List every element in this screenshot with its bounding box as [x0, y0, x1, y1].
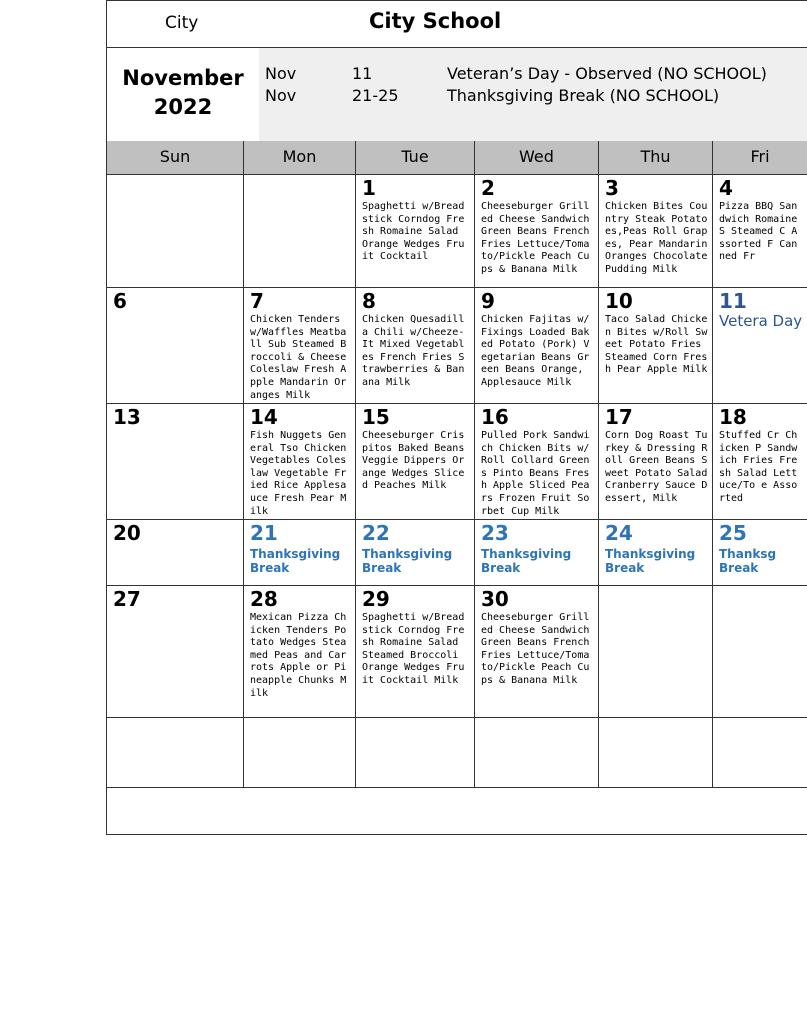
day-number: 29	[362, 587, 390, 611]
day-cell	[598, 718, 712, 788]
note-event: Thanksgiving Break (NO SCHOOL)	[447, 86, 720, 105]
day-number: 11	[719, 289, 747, 313]
note-month: Nov	[265, 86, 297, 105]
day-number: 9	[481, 289, 495, 313]
day-cell	[474, 718, 598, 788]
day-cell	[355, 718, 474, 788]
day-cell	[243, 586, 355, 718]
weekday-header-row	[107, 141, 807, 175]
day-number: 17	[605, 405, 633, 429]
day-cell	[712, 586, 807, 718]
day-number: 16	[481, 405, 509, 429]
day-number: 23	[481, 521, 509, 545]
day-cell	[598, 288, 712, 404]
menu-text: Chicken Bites Country Steak Potatoes,Peas Roll Grapes, Pear Mandarin Oranges Chocolate Pudding Milk	[605, 201, 708, 275]
day-cell	[355, 175, 474, 288]
school-name: City School	[369, 9, 502, 33]
menu-text: Mexican Pizza Chicken Tenders Potato Wedges Steamed Peas and Carrots Apple or Pineapple Chunks Milk	[250, 612, 347, 699]
menu-text: Cheeseburger Crispitos Baked Beans Veggie Dippers Orange Wedges Sliced Peaches Milk	[362, 430, 465, 492]
day-number: 21	[250, 521, 278, 545]
day-number: 4	[719, 176, 733, 200]
day-number: 28	[250, 587, 278, 611]
month-name: November	[122, 66, 244, 90]
note-days: 11	[352, 64, 373, 83]
day-cell	[355, 288, 474, 404]
day-cell	[107, 404, 243, 520]
note-days: 21-25	[352, 86, 399, 105]
day-number: 7	[250, 289, 264, 313]
day-cell	[107, 718, 243, 788]
break-label: Thanksg Break	[719, 547, 777, 575]
day-cell	[243, 718, 355, 788]
menu-text: Chicken Tenders w/Waffles Meatball Sub Steamed Broccoli & Cheese Coleslaw Fresh Apple Mandarin Oranges Milk	[250, 314, 347, 401]
day-cell	[598, 520, 712, 586]
day-cell	[243, 288, 355, 404]
day-number: 3	[605, 176, 619, 200]
weekday-header: Mon	[243, 141, 355, 174]
day-cell	[712, 175, 807, 288]
break-label: Thanksgiving Break	[362, 547, 453, 575]
menu-text: Stuffed Cr Chicken P Sandwich Fries Fresh Salad Lettuce/To e Assorted	[719, 430, 798, 504]
day-cell	[598, 586, 712, 718]
city-label: City	[165, 13, 199, 33]
month-title	[107, 64, 259, 122]
menu-text: Cheeseburger Grilled Cheese Sandwich Green Beans French Fries Lettuce/Tomato/Pickle Peach Cups & Banana Milk	[481, 201, 590, 275]
menu-text: Pulled Pork Sandwich Chicken Bits w/Roll Collard Greens Pinto Beans Fresh Apple Sliced Pears Frozen Fruit Sorbet Cup Milk	[481, 430, 590, 517]
day-number: 18	[719, 405, 747, 429]
menu-text: Chicken Fajitas w/Fixings Loaded Baked Potato (Pork) Vegetarian Beans Green Beans Orange, Applesauce Milk	[481, 314, 590, 388]
break-label: Thanksgiving Break	[250, 547, 341, 575]
day-number: 13	[113, 405, 141, 429]
month-banner	[107, 48, 807, 142]
menu-text: Corn Dog Roast Turkey & Dressing Roll Green Beans Sweet Potato Salad Cranberry Sauce Dessert, Milk	[605, 430, 708, 504]
day-number: 20	[113, 521, 141, 545]
day-cell	[355, 520, 474, 586]
break-label: Thanksgiving Break	[481, 547, 572, 575]
day-number: 27	[113, 587, 141, 611]
day-cell	[712, 288, 807, 404]
day-cell	[598, 175, 712, 288]
day-cell	[712, 404, 807, 520]
menu-text: Spaghetti w/Breadstick Corndog Fresh Romaine Salad Steamed Broccoli Orange Wedges Fruit Cocktail Milk	[362, 612, 465, 686]
note-event: Veteran’s Day - Observed (NO SCHOOL)	[447, 64, 767, 83]
day-number: 10	[605, 289, 633, 313]
day-cell	[598, 404, 712, 520]
day-number: 25	[719, 521, 747, 545]
day-number: 30	[481, 587, 509, 611]
day-cell	[355, 404, 474, 520]
day-cell	[474, 586, 598, 718]
day-cell	[107, 175, 243, 288]
header-bar	[107, 1, 807, 48]
day-cell	[243, 520, 355, 586]
menu-text: Pizza BBQ Sandwich Romaine S Steamed C Assorted F Canned Fr	[719, 201, 798, 263]
day-cell	[712, 718, 807, 788]
weekday-header: Fri	[712, 141, 807, 174]
menu-text: Spaghetti w/Breadstick Corndog Fresh Romaine Salad Orange Wedges Fruit Cocktail	[362, 201, 465, 263]
weekday-header: Wed	[474, 141, 598, 174]
day-number: 6	[113, 289, 127, 313]
day-number: 14	[250, 405, 278, 429]
calendar-sheet	[106, 0, 807, 835]
break-label: Thanksgiving Break	[605, 547, 696, 575]
day-number: 1	[362, 176, 376, 200]
menu-text: Fish Nuggets General Tso Chicken Vegetables Coleslaw Vegetable Fried Rice Applesauce Fresh Pear Milk	[250, 430, 347, 517]
menu-text: Chicken Quesadilla Chili w/Cheeze-It Mixed Vegetables French Fries Strawberries & Banana Milk	[362, 314, 465, 388]
day-cell	[474, 520, 598, 586]
footer-row	[107, 788, 807, 834]
month-year: 2022	[153, 95, 213, 119]
day-cell	[243, 175, 355, 288]
menu-text: Vetera Day	[719, 312, 803, 330]
holiday-notes	[259, 48, 807, 141]
day-cell	[243, 404, 355, 520]
menu-text: Cheeseburger Grilled Cheese Sandwich Green Beans French Fries Lettuce/Tomato/Pickle Peach Cups & Banana Milk	[481, 612, 590, 686]
day-cell	[712, 520, 807, 586]
weekday-header: Tue	[355, 141, 474, 174]
menu-text: Taco Salad Chicken Bites w/Roll Sweet Potato Fries Steamed Corn Fresh Pear Apple Milk	[605, 314, 708, 376]
weekday-header: Sun	[159, 147, 191, 166]
weekday-header: Thu	[598, 141, 712, 174]
day-cell	[107, 288, 243, 404]
day-number: 8	[362, 289, 376, 313]
day-number: 2	[481, 176, 495, 200]
day-cell	[474, 404, 598, 520]
day-cell	[474, 288, 598, 404]
day-cell	[107, 520, 243, 586]
day-cell	[355, 586, 474, 718]
day-number: 24	[605, 521, 633, 545]
day-number: 22	[362, 521, 390, 545]
day-number: 15	[362, 405, 390, 429]
day-cell	[474, 175, 598, 288]
day-cell	[107, 586, 243, 718]
note-month: Nov	[265, 64, 297, 83]
